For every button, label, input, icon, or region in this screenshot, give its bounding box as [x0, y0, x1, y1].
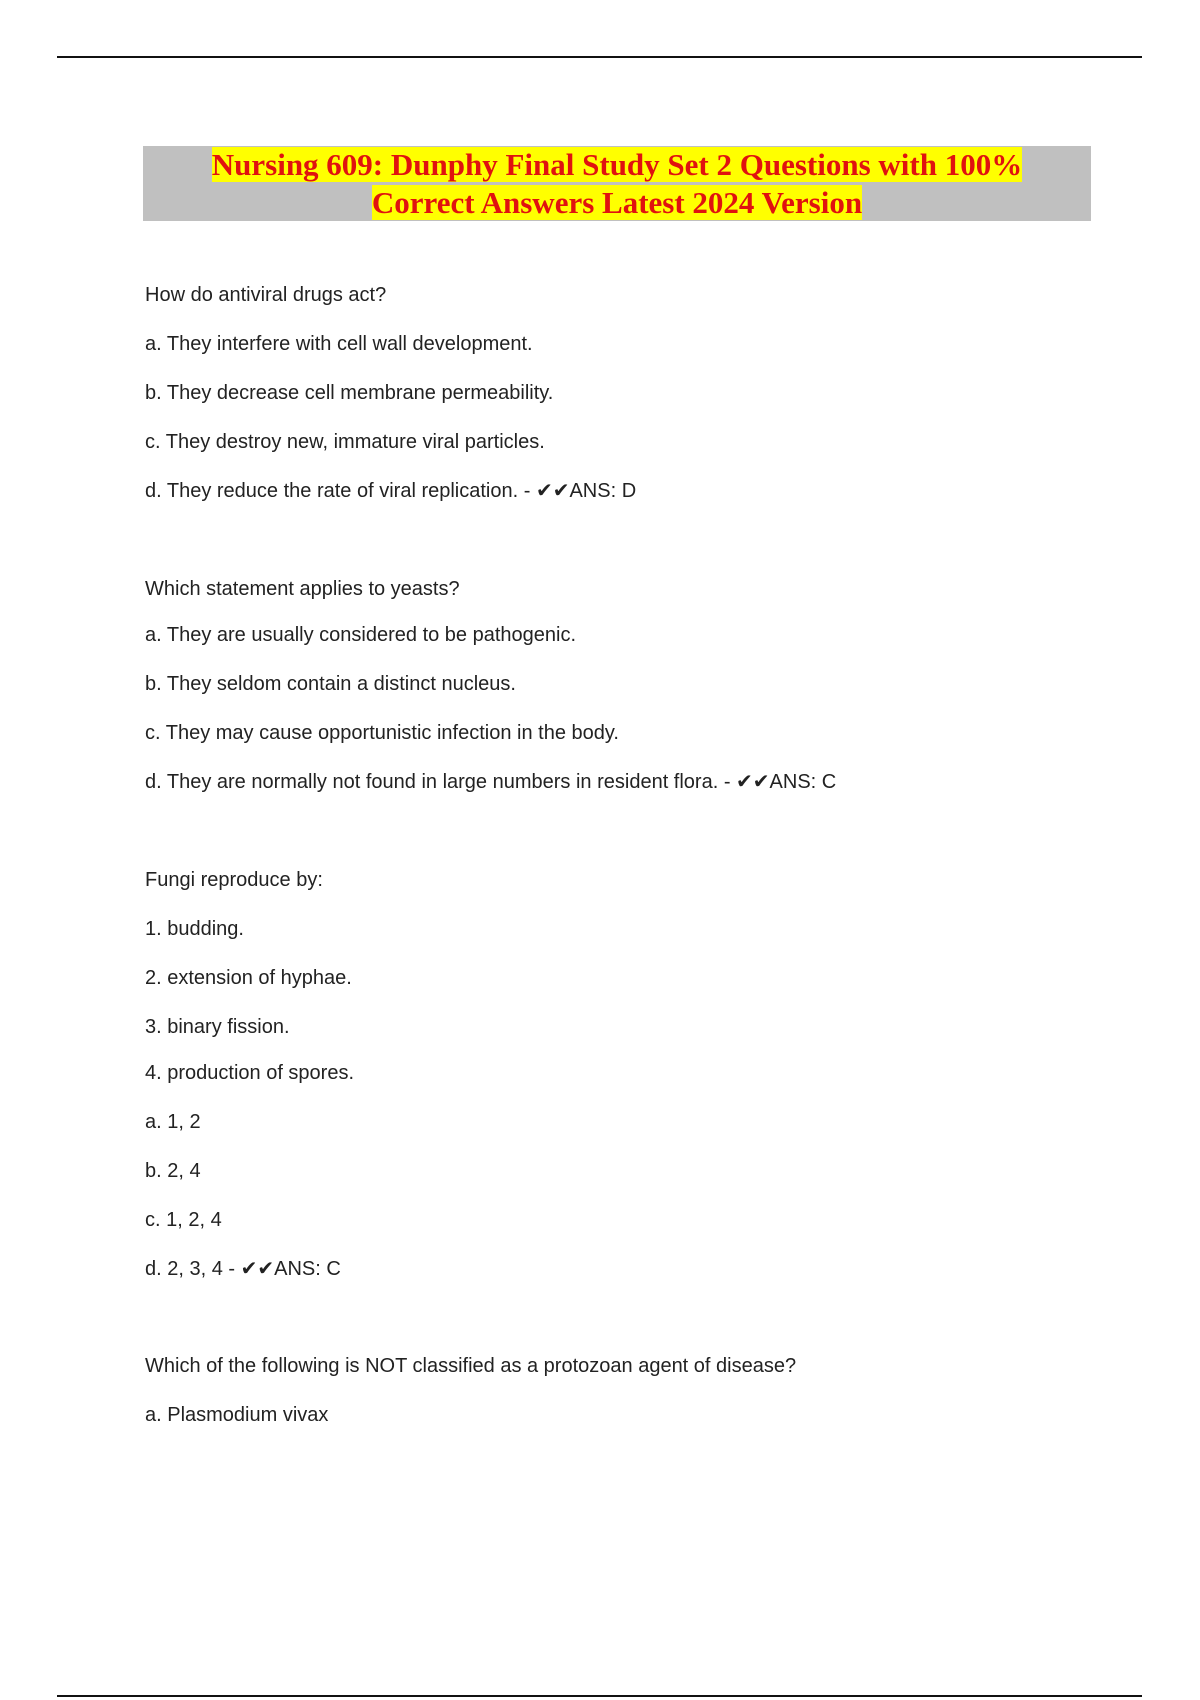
question-1-prompt: How do antiviral drugs act?	[145, 284, 387, 306]
question-2-option-c: c. They may cause opportunistic infection in the body.	[145, 722, 619, 744]
question-3-option-d-answer: d. 2, 3, 4 - ✔✔ANS: C	[145, 1258, 341, 1280]
question-1-option-d-answer: d. They reduce the rate of viral replication. - ✔✔ANS: D	[145, 480, 637, 502]
question-2-prompt: Which statement applies to yeasts?	[145, 578, 460, 600]
question-3-option-c: c. 1, 2, 4	[145, 1209, 222, 1231]
question-2-option-a: a. They are usually considered to be pathogenic.	[145, 624, 577, 646]
question-3-item-3: 3. binary fission.	[145, 1016, 290, 1038]
document-title-line-2: Correct Answers Latest 2024 Version	[371, 185, 863, 220]
question-1-option-c: c. They destroy new, immature viral particles.	[145, 431, 545, 453]
question-3-option-a: a. 1, 2	[145, 1111, 201, 1133]
footer-rule	[57, 1695, 1142, 1697]
question-4-option-a: a. Plasmodium vivax	[145, 1404, 329, 1426]
question-1-option-b: b. They decrease cell membrane permeability.	[145, 382, 554, 404]
question-2-option-d-answer: d. They are normally not found in large numbers in resident flora. - ✔✔ANS: C	[145, 771, 837, 793]
question-3-option-b: b. 2, 4	[145, 1160, 201, 1182]
question-3-item-4: 4. production of spores.	[145, 1062, 355, 1084]
question-2-option-b: b. They seldom contain a distinct nucleus.	[145, 673, 516, 695]
document-title-banner	[143, 146, 1091, 221]
question-4-prompt: Which of the following is NOT classified as a protozoan agent of disease?	[145, 1355, 797, 1377]
question-3-item-1: 1. budding.	[145, 918, 244, 940]
question-3-item-2: 2. extension of hyphae.	[145, 967, 352, 989]
question-3-prompt: Fungi reproduce by:	[145, 869, 323, 891]
document-title-line-1: Nursing 609: Dunphy Final Study Set 2 Questions with 100%	[211, 147, 1023, 182]
question-1-option-a: a. They interfere with cell wall development.	[145, 333, 533, 355]
header-rule	[57, 56, 1142, 58]
